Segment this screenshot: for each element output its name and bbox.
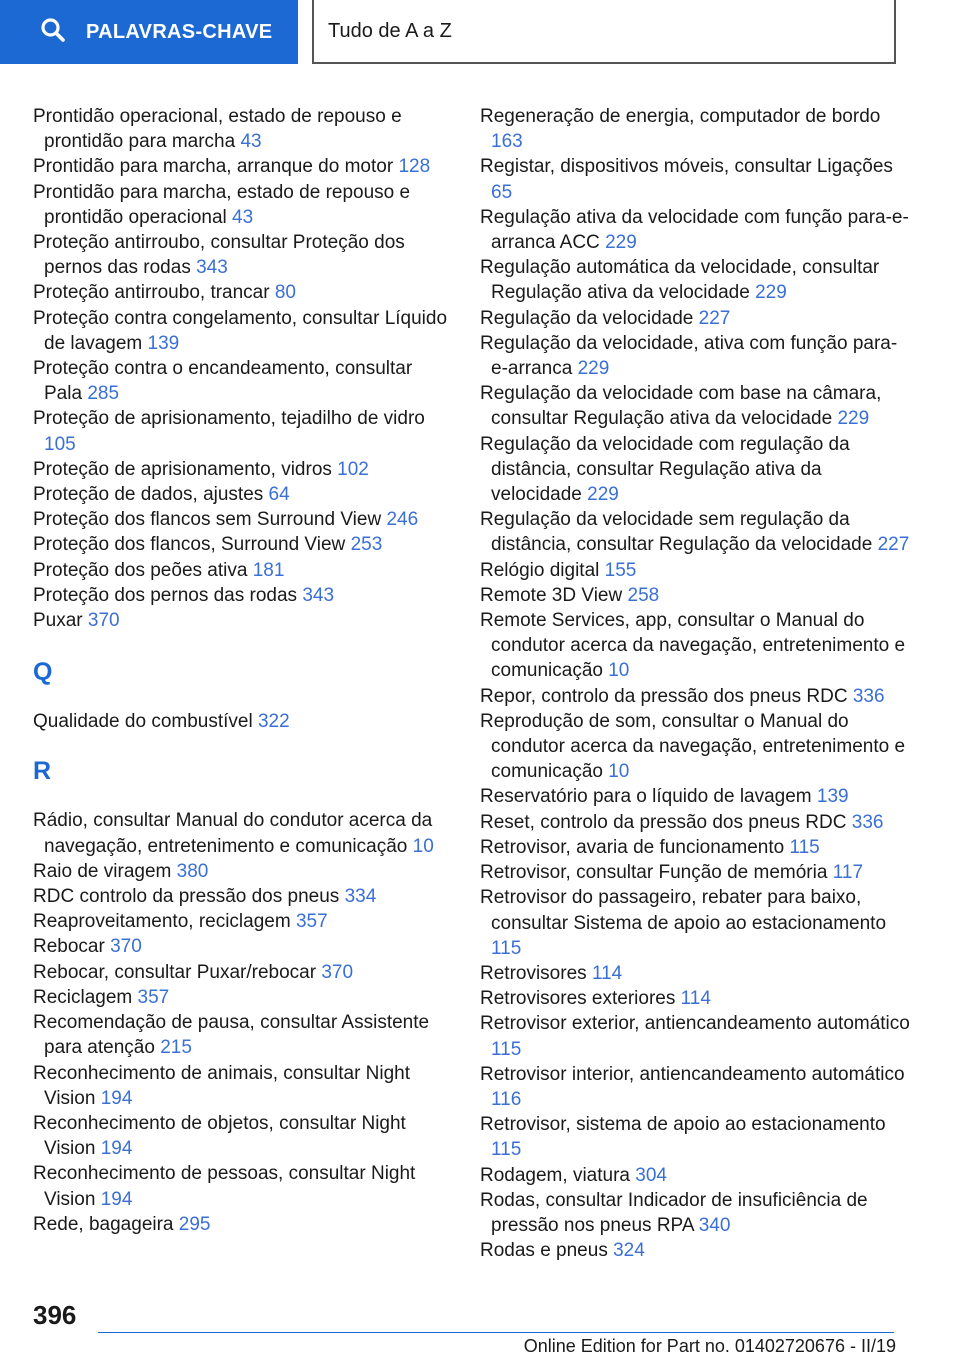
page-link[interactable]: 128 (398, 156, 431, 178)
page-link[interactable]: 10 (608, 761, 630, 783)
page-link[interactable]: 343 (302, 584, 335, 606)
index-entry-text: Proteção dos pernos das rodas (33, 584, 298, 606)
index-entry (480, 608, 910, 684)
index-entry-text: Regulação ativa da velocidade com função para-e-arranca ACC (480, 206, 909, 254)
page-link[interactable]: 340 (698, 1214, 731, 1236)
page-link[interactable]: 253 (350, 534, 383, 556)
index-entry-text: Relógio digital (480, 559, 600, 581)
page-number: 396 (33, 1300, 77, 1330)
index-entry-text: Reconhecimento de objetos, consultar Night Vision (33, 1112, 406, 1160)
page-link[interactable]: 258 (627, 584, 660, 606)
page-link[interactable]: 357 (295, 911, 328, 933)
index-entry (33, 230, 453, 280)
page-link[interactable]: 246 (386, 509, 419, 531)
index-entry-text: Reset, controlo da pressão dos pneus RDC (480, 811, 847, 833)
index-entry-text: Reprodução de som, consultar o Manual do condutor acerca da navegação, entretenimento e comunicação (480, 710, 906, 783)
az-tab[interactable] (312, 0, 896, 64)
page-link[interactable]: 324 (613, 1240, 645, 1262)
index-entry-text: Proteção de aprisionamento, tejadilho de vidro (33, 408, 425, 430)
index-entry (33, 1010, 453, 1060)
index-entry (33, 985, 453, 1010)
page-link[interactable]: 65 (491, 181, 513, 203)
index-entry-text: Rodas e pneus (480, 1240, 608, 1262)
section-letter: R (33, 757, 52, 786)
index-entry (480, 885, 910, 961)
page-link[interactable]: 163 (491, 131, 523, 153)
index-entry-text: Prontidão para marcha, arranque do motor (33, 156, 394, 178)
page-link[interactable]: 10 (412, 835, 434, 857)
page-link[interactable]: 114 (680, 988, 711, 1010)
index-entry-text: RDC controlo da pressão dos pneus (33, 886, 340, 908)
search-icon (40, 17, 66, 48)
index-column-left (33, 104, 453, 1237)
index-entry-text: Raio de viragem (33, 860, 172, 882)
index-entry (480, 432, 910, 508)
page-link[interactable]: 370 (87, 610, 120, 632)
index-entry-text: Qualidade do combustível (33, 711, 253, 733)
page-link[interactable]: 139 (147, 332, 180, 354)
page-link[interactable]: 114 (591, 962, 623, 984)
page-link[interactable]: 115 (789, 836, 820, 858)
index-entry (480, 1112, 910, 1162)
page-link[interactable]: 115 (491, 1038, 522, 1060)
keywords-button[interactable] (0, 0, 298, 64)
index-entry (480, 583, 910, 608)
index-entry-text: Regulação da velocidade com regulação da distância, consultar Regulação ativa da velocidade (480, 433, 850, 506)
index-entry (33, 280, 453, 305)
index-entry (480, 558, 910, 583)
page-link[interactable]: 229 (587, 484, 619, 506)
index-entry-text: Proteção antirroubo, consultar Proteção dos pernos das rodas (33, 232, 405, 279)
index-entry (33, 608, 453, 633)
index-entry (33, 1212, 453, 1237)
index-entry-text: Reaproveitamento, reciclagem (33, 911, 291, 933)
index-entry (33, 909, 453, 934)
page-link[interactable]: 229 (837, 408, 870, 430)
index-entry-text: Regeneração de energia, computador de bordo (480, 106, 881, 127)
index-entry (33, 960, 453, 985)
page-link[interactable]: 229 (605, 232, 637, 254)
index-entry-text: Retrovisor, sistema de apoio ao estacionamento (480, 1114, 886, 1136)
index-entry-text: Remote 3D View (480, 584, 623, 606)
index-entry-text: Rádio, consultar Manual do condutor acerca da navegação, entretenimento e comunicação (33, 810, 433, 857)
index-entry-text: Repor, controlo da pressão dos pneus RDC (480, 685, 848, 707)
index-entry-text: Rodagem, viatura (480, 1164, 630, 1186)
page-link[interactable]: 115 (491, 1139, 522, 1161)
az-label: Tudo de A a Z (328, 19, 452, 42)
index-entry (33, 532, 453, 557)
index-entry-text: Proteção antirroubo, trancar (33, 282, 270, 304)
index-entry (480, 1238, 910, 1263)
page-link[interactable]: 370 (321, 961, 354, 983)
index-entry (480, 255, 910, 305)
index-entry (33, 457, 453, 482)
page-link[interactable]: 229 (755, 282, 787, 304)
index-entry (33, 1061, 453, 1111)
index-entry-text: Regulação automática da velocidade, consultar Regulação ativa da velocidade (480, 257, 880, 304)
index-entry (480, 784, 910, 809)
index-entry (33, 154, 453, 179)
index-entry (480, 810, 910, 835)
page-link[interactable]: 105 (44, 433, 76, 455)
index-entry-text: Regulação da velocidade (480, 307, 694, 329)
index-entry (33, 507, 453, 532)
page-link[interactable]: 181 (252, 559, 285, 581)
index-entry (480, 1188, 910, 1238)
header (0, 0, 960, 66)
index-entry-text: Regulação da velocidade com base na câmara, consultar Regulação ativa da velocidade (480, 383, 882, 430)
index-entry (33, 306, 453, 356)
index-entry-text: Remote Services, app, consultar o Manual do condutor acerca da navegação, entretenimento e comunicação (480, 610, 906, 682)
index-entry-text: Retrovisor, avaria de funcionamento (480, 836, 785, 858)
index-entry (480, 1011, 910, 1061)
index-entry-text: Prontidão para marcha, estado de repouso e prontidão operacional (33, 181, 411, 228)
index-entry (33, 558, 453, 583)
index-entry (480, 381, 910, 431)
page-link[interactable]: 334 (344, 886, 377, 908)
index-entry-text: Proteção dos flancos sem Surround View (33, 509, 382, 531)
keywords-label: PALAVRAS-CHAVE (86, 20, 273, 43)
page-link[interactable]: 139 (816, 786, 849, 808)
page-link[interactable]: 295 (178, 1213, 211, 1235)
index-entry-text: Reservatório para o líquido de lavagem (480, 786, 812, 808)
index-entry (480, 1062, 910, 1112)
page-link[interactable]: 380 (176, 860, 209, 882)
index-entry-text: Rodas, consultar Indicador de insuficiência de pressão nos pneus RPA (480, 1189, 868, 1236)
index-entry (480, 104, 910, 154)
index-entry (480, 835, 910, 860)
section-letter: Q (33, 658, 53, 687)
page-link[interactable]: 322 (257, 711, 290, 733)
index-entry (33, 884, 453, 909)
index-entry-text: Retrovisor do passageiro, rebater para baixo, consultar Sistema de apoio ao estacionamento (480, 887, 887, 934)
page-link[interactable]: 115 (491, 937, 522, 959)
index-entry (33, 859, 453, 884)
page-link[interactable]: 43 (240, 131, 262, 153)
index-entry (480, 331, 910, 381)
index-entry-text: Rede, bagageira (33, 1213, 174, 1235)
index-entry-text: Regulação da velocidade, ativa com função para-e-arranca (480, 332, 898, 380)
index-entry (33, 104, 453, 154)
index-entry (33, 1161, 453, 1211)
index-entry (33, 406, 453, 456)
page-link[interactable]: 64 (268, 484, 290, 506)
page-link[interactable]: 43 (232, 206, 254, 228)
index-entry (480, 205, 910, 255)
page-link[interactable]: 343 (196, 257, 228, 279)
page-link[interactable]: 215 (160, 1037, 192, 1059)
index-entry-text: Reconhecimento de pessoas, consultar Night Vision (33, 1163, 416, 1210)
index-entry-text: Retrovisor interior, antiencandeamento automático (480, 1063, 905, 1085)
index-entry-text: Retrovisores exteriores (480, 988, 676, 1010)
index-entry-text: Proteção contra o encandeamento, consultar Pala (33, 358, 413, 405)
page-link[interactable]: 10 (608, 660, 630, 682)
index-entry-text: Reconhecimento de animais, consultar Night Vision (33, 1062, 411, 1109)
index-entry (480, 709, 910, 785)
index-entry-text: Recomendação de pausa, consultar Assistente para atenção (33, 1012, 430, 1059)
index-entry (480, 306, 910, 331)
footer-edition: Online Edition for Part no. 01402720676 - II/19 (523, 1336, 896, 1356)
index-entry-text: Proteção dos peões ativa (33, 559, 248, 581)
page-link[interactable]: 357 (137, 986, 170, 1008)
index-entry (480, 986, 910, 1011)
page-link[interactable]: 194 (100, 1087, 133, 1109)
page-link[interactable]: 229 (577, 358, 610, 380)
page-link[interactable]: 80 (274, 282, 296, 304)
index-entry (480, 684, 910, 709)
index-entry (33, 356, 453, 406)
index-entry-text: Prontidão operacional, estado de repouso e prontidão para marcha (33, 106, 402, 153)
index-entry (480, 1163, 910, 1188)
page-link[interactable]: 102 (337, 458, 369, 480)
index-entry (33, 180, 453, 230)
index-entry (480, 507, 910, 557)
index-entry (33, 934, 453, 959)
page-link[interactable]: 285 (87, 383, 120, 405)
page-link[interactable]: 194 (100, 1188, 133, 1210)
index-entry (480, 961, 910, 986)
index-column-right (480, 104, 910, 1263)
index-entry (480, 860, 910, 885)
index-entry (33, 1111, 453, 1161)
page-link[interactable]: 227 (877, 534, 910, 556)
index-entry (33, 583, 453, 608)
page-link[interactable]: 155 (604, 559, 637, 581)
index-entry (33, 482, 453, 507)
index-entry-text: Puxar (33, 610, 83, 632)
index-entry (33, 808, 453, 858)
index-entry-text: Proteção dos flancos, Surround View (33, 534, 346, 556)
page-link[interactable]: 227 (698, 307, 731, 329)
index-entry (480, 154, 910, 204)
index-entry-text: Proteção de dados, ajustes (33, 484, 264, 506)
index-entry-text: Retrovisores (480, 962, 587, 984)
index-entry-text: Rebocar, consultar Puxar/rebocar (33, 961, 317, 983)
page-link[interactable]: 117 (832, 862, 864, 884)
index-entry-text: Rebocar (33, 936, 105, 958)
index-entry-text: Proteção contra congelamento, consultar Líquido de lavagem (33, 307, 448, 354)
index-entry-text: Proteção de aprisionamento, vidros (33, 458, 332, 480)
page-link[interactable]: 336 (852, 685, 885, 707)
page-link[interactable]: 370 (110, 936, 142, 958)
page-link[interactable]: 116 (491, 1088, 522, 1110)
index-entry (33, 709, 453, 734)
page-link[interactable]: 336 (851, 811, 884, 833)
footer-divider (98, 1332, 894, 1333)
index-entry-text: Registar, dispositivos móveis, consultar Ligações (480, 156, 893, 178)
page-link[interactable]: 194 (100, 1138, 133, 1160)
index-entry-text: Reciclagem (33, 986, 133, 1008)
page-link[interactable]: 304 (635, 1164, 667, 1186)
index-entry-text: Retrovisor, consultar Função de memória (480, 862, 828, 884)
index-entry-text: Retrovisor exterior, antiencandeamento automático (480, 1013, 910, 1035)
index-entry-text: Regulação da velocidade sem regulação da distância, consultar Regulação da velocidade (480, 509, 873, 556)
